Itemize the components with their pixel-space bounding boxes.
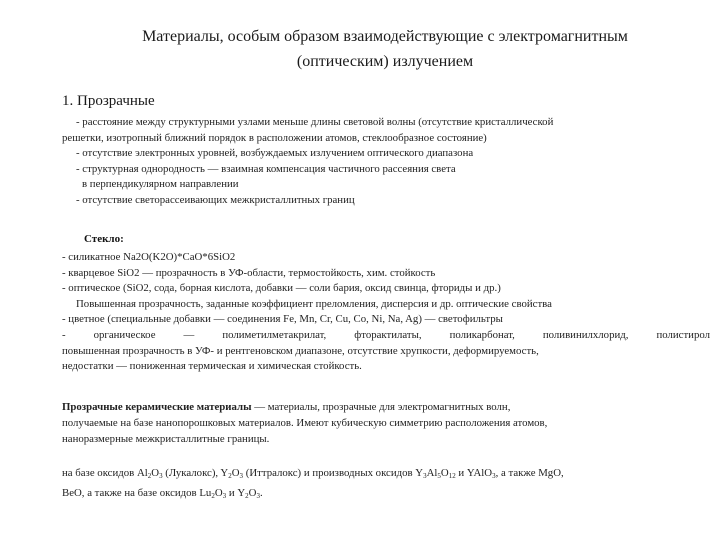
subscript: 2 xyxy=(245,492,249,500)
ceramics-line: получаемые на базе нанопорошковых материалов. Имеют кубическую симметрию расположения атомов, xyxy=(62,417,548,429)
criteria-line: - расстояние между структурными узлами меньше длины световой волны (отсутствие кристаллической xyxy=(76,116,554,128)
title-line: Материалы, особым образом взаимодействующие с электромагнитным xyxy=(142,28,628,45)
title-line: (оптическим) излучением xyxy=(296,53,474,70)
glass-line: повышенная прозрачность в УФ- и рентгеновском диапазоне, отсутствие хрупкости, деформируемость, xyxy=(62,344,539,357)
criteria-line: - отсутствие светорассеивающих межкристаллитных границ xyxy=(76,193,355,206)
oxides-text: Al xyxy=(426,467,438,479)
glass-line: - цветное (специальные добавки — соединения Fe, Mn, Cr, Cu, Co, Ni, Na, Ag) — светофильтры xyxy=(62,313,503,326)
ceramics-paragraph xyxy=(62,399,708,447)
glass-heading: Стекло: xyxy=(84,233,124,245)
oxides-line xyxy=(62,465,708,485)
subscript: 3 xyxy=(239,472,244,480)
subscript: 2 xyxy=(211,492,215,500)
oxides-paragraph xyxy=(62,465,708,505)
subscript: 2 xyxy=(228,472,232,480)
subscript: 5 xyxy=(437,472,441,480)
oxides-text: O xyxy=(248,487,257,499)
oxides-line xyxy=(62,485,708,505)
ceramics-definition: — материалы, прозрачные для электромагнитных волн, xyxy=(251,401,511,413)
subscript: 2 xyxy=(147,472,152,480)
subscript: 3 xyxy=(159,472,163,480)
subscript: 3 xyxy=(222,492,227,500)
oxides-text: (Лукалокс), Y xyxy=(162,467,229,479)
glass-line: - силикатное Na2O(K2O)*CaO*6SiO2 xyxy=(62,251,236,263)
glass-line: - органическое — полиметилметакрилат, фторактилаты, поликарбонат, поливинилхлорид, полистирол xyxy=(62,328,710,341)
oxides-text: и YAlO xyxy=(455,467,493,479)
ceramics-line xyxy=(62,399,708,415)
oxides-text: на базе оксидов Al xyxy=(62,467,148,479)
oxides-text: (Иттралокс) и производных оксидов Y xyxy=(243,467,424,479)
transparent-criteria xyxy=(62,115,712,209)
slide-title xyxy=(70,24,700,74)
subscript: 3 xyxy=(492,472,496,480)
oxides-text: BeO, а также на базе оксидов Lu xyxy=(62,487,212,499)
criteria-line: в перпендикулярном направлении xyxy=(82,178,239,191)
glass-line: недостатки — пониженная термическая и химическая стойкость. xyxy=(62,360,362,373)
subscript: 3 xyxy=(256,492,260,500)
glass-line: - кварцевое SiO2 — прозрачность в УФ-области, термостойкость, хим. стойкость xyxy=(62,266,436,279)
subscript: 3 xyxy=(423,472,427,480)
criteria-line: решетки, изотропный ближний порядок в расположении атомов, стеклообразное состояние) xyxy=(62,131,487,144)
ceramics-line: наноразмерные межкристаллитные границы. xyxy=(62,433,270,445)
glass-line: Повышенная прозрачность, заданные коэффициент преломления, дисперсия и др. оптические свойства xyxy=(76,297,552,310)
oxides-text: . xyxy=(259,487,263,499)
glass-list xyxy=(62,250,710,375)
oxides-text: и Y xyxy=(226,487,246,499)
oxides-text: , а также MgO, xyxy=(495,467,564,479)
criteria-line: - структурная однородность — взаимная компенсация частичного рассеяния света xyxy=(76,162,456,175)
oxides-text: O xyxy=(214,487,223,499)
section-heading-transparent: 1. Прозрачные xyxy=(62,93,155,109)
ceramics-term: Прозрачные керамические материалы xyxy=(62,401,252,413)
oxides-text: O xyxy=(231,467,240,479)
oxides-text: O xyxy=(151,467,160,479)
subscript: 12 xyxy=(448,472,456,480)
criteria-line: - отсутствие электронных уровней, возбуждаемых излучением оптического диапазона xyxy=(76,147,474,160)
glass-line: - оптическое (SiO2, сода, борная кислота, добавки — соли бария, оксид свинца, фториды и др.) xyxy=(62,282,501,295)
oxides-text: O xyxy=(440,467,449,479)
